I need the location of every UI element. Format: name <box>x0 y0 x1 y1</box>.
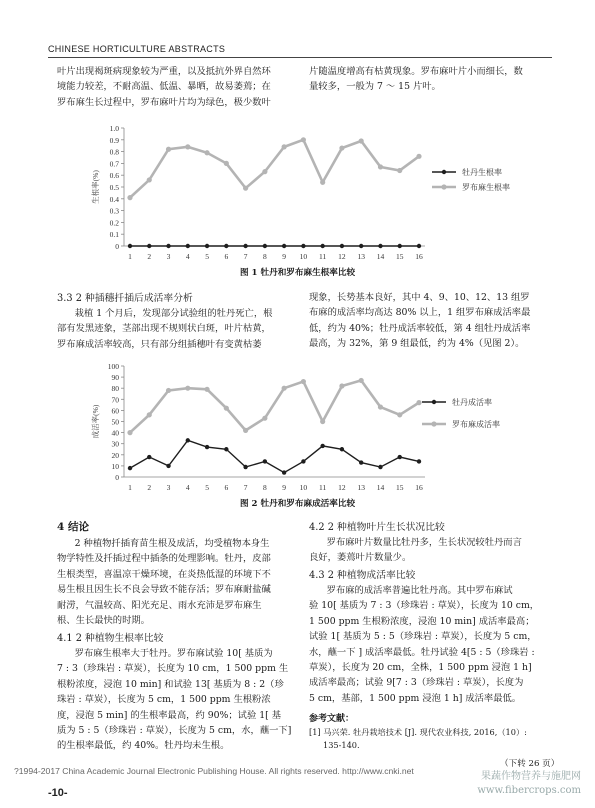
data-point <box>301 459 305 463</box>
section-4-1-text <box>57 646 295 754</box>
x-tick-label: 10 <box>299 252 308 261</box>
data-point <box>398 244 402 248</box>
y-tick-label: 20 <box>111 450 119 460</box>
text-line: 珠岩 : 草炭），长度为 5 cm，1 500 ppm 生根粉浓 <box>57 694 271 706</box>
figure-1-caption: 图 1 牡丹和罗布麻生根率比较 <box>239 268 356 278</box>
data-point <box>205 244 209 248</box>
legend-label: 牡丹成活率 <box>452 398 492 407</box>
x-tick-label: 1 <box>128 252 132 261</box>
data-point <box>224 161 229 166</box>
data-point <box>263 459 267 463</box>
watermark-line: 果蔬作物营养与施肥网 <box>481 771 581 782</box>
y-axis-label: 成活率(%) <box>91 404 100 439</box>
x-tick-label: 1 <box>128 483 132 492</box>
data-point <box>128 466 132 470</box>
data-point <box>339 383 344 388</box>
data-point <box>147 177 152 182</box>
x-tick-label: 16 <box>415 252 423 261</box>
y-axis-label: 生根率(%) <box>91 170 100 204</box>
continued-note: （下转 26 页） <box>500 759 560 769</box>
references-title: 参考文献： <box>309 714 355 724</box>
legend-marker <box>442 170 446 174</box>
text-line: 良好，萎蔫叶片数量少。 <box>309 552 412 564</box>
data-point <box>243 428 248 433</box>
data-point <box>263 244 267 248</box>
section-3-3-heading: 3.3 2 种插穗扦插后成活率分析 <box>57 293 193 304</box>
data-point <box>147 412 152 417</box>
x-tick-label: 7 <box>243 252 248 261</box>
y-tick-label: 30 <box>111 439 119 449</box>
text-line: 量较多，一般为 7 ～ 15 片叶。 <box>309 81 441 93</box>
x-tick-label: 7 <box>243 483 248 492</box>
text-line: 质为 5 : 5（珍珠岩 : 草炭），长度为 5 cm，水，蘸一下] <box>57 725 292 737</box>
x-tick-label: 11 <box>319 483 327 492</box>
x-tick-label: 8 <box>262 483 267 492</box>
section-4-text <box>57 536 295 628</box>
y-tick-label: 0.7 <box>109 159 119 169</box>
data-point <box>185 386 190 391</box>
text-line: 片随温度增高有枯黄现象。罗布麻叶片小而细长，数 <box>309 66 523 77</box>
data-point <box>398 455 402 459</box>
section-4-3-text <box>309 583 549 706</box>
y-tick-label: 40 <box>111 428 119 438</box>
data-point <box>282 470 286 474</box>
data-point <box>301 379 306 384</box>
text-line: 易生根且因生长不良会导致不能存活；罗布麻耐盐碱 <box>57 584 271 596</box>
x-tick-label: 8 <box>262 252 267 261</box>
x-tick-label: 16 <box>415 483 423 492</box>
data-point <box>186 438 190 442</box>
x-tick-label: 4 <box>185 252 190 261</box>
series-line <box>130 440 419 472</box>
data-point <box>416 400 421 405</box>
figure-2-chart <box>90 362 560 494</box>
data-point <box>282 386 287 391</box>
x-tick-label: 3 <box>166 483 171 492</box>
section-3-3-right-text <box>309 290 549 352</box>
data-point <box>262 169 267 174</box>
y-tick-label: 50 <box>111 417 119 427</box>
data-point <box>340 244 344 248</box>
references-list <box>309 726 549 752</box>
text-line: 罗布麻叶片数量比牡丹多，生长状况较牡丹而言 <box>326 537 522 548</box>
text-line: 部有发黑迹象，茎部出现不规则状白斑，叶片枯黄， <box>57 323 271 335</box>
x-tick-label: 15 <box>395 483 404 492</box>
reference-item-cont: 135-140. <box>323 740 360 750</box>
data-point <box>262 416 267 421</box>
legend-label: 罗布麻生根率 <box>462 183 510 192</box>
data-point <box>205 445 209 449</box>
x-tick-label: 12 <box>338 252 346 261</box>
text-line: 根、生长最快的时期。 <box>57 615 150 627</box>
x-tick-label: 14 <box>376 252 385 261</box>
data-point <box>224 244 228 248</box>
data-point <box>359 378 364 383</box>
text-line: 叶片出现褐斑病现象较为严重，以及抵抗外界自然环 <box>57 66 271 77</box>
y-tick-label: 0.3 <box>109 206 119 216</box>
journal-name: CHINESE HORTICULTURE ABSTRACTS <box>48 44 226 54</box>
data-point <box>359 244 363 248</box>
top-right-paragraph <box>309 64 549 95</box>
y-tick-label: 0.8 <box>109 147 119 157</box>
section-4-3-heading: 4.3 2 种植物成活率比较 <box>309 570 416 581</box>
text-line: 最高，为 32%，第 9 组最低，约为 4%（见图 2）。 <box>309 338 525 350</box>
y-tick-label: 70 <box>111 395 119 405</box>
section-3-3-left-text <box>57 306 295 352</box>
data-point <box>166 464 170 468</box>
x-tick-label: 15 <box>395 252 404 261</box>
x-tick-label: 5 <box>205 483 209 492</box>
data-point <box>378 465 382 469</box>
text-line: 试验 1[ 基质为 5 : 5（珍珠岩 : 草炭），长度为 5 cm， <box>309 631 537 643</box>
text-line: 7 : 3（珍珠岩 : 草炭），长度为 10 cm，1 500 ppm 生 <box>57 663 289 675</box>
y-tick-label: 0 <box>115 242 119 251</box>
legend-marker <box>432 400 436 404</box>
text-line: 低，约为 40%；牡丹成活率较低，第 4 组牡丹成活率 <box>309 322 531 334</box>
reference-item: [1] 马兴荣. 牡丹栽培技术 [J]. 现代农业科技, 2016,（10）: <box>309 727 527 737</box>
data-point <box>282 244 286 248</box>
text-line: 现象，长势基本良好，其中 4、9、10、12、13 组罗 <box>309 292 530 303</box>
data-point <box>359 138 364 143</box>
text-line: 度，浸泡 5 min] 的生根率最高，约 90%；试验 1[ 基 <box>57 709 282 721</box>
y-tick-label: 90 <box>111 373 119 383</box>
data-point <box>282 144 287 149</box>
data-point <box>301 244 305 248</box>
data-point <box>166 388 171 393</box>
data-point <box>301 137 306 142</box>
data-point <box>127 195 132 200</box>
data-point <box>359 460 363 464</box>
data-point <box>340 447 344 451</box>
text-line: 布麻的成活率均高达 80% 以上，1 组罗布麻成活率最 <box>309 307 531 319</box>
page-number: -10- <box>48 787 68 799</box>
data-point <box>417 244 421 248</box>
text-line: 物学特性及扦插过程中插条的处理影响。牡丹，皮部 <box>57 553 271 565</box>
text-line: 罗布麻的成活率普遍比牡丹高。其中罗布麻试 <box>326 585 513 596</box>
x-tick-label: 6 <box>224 483 229 492</box>
text-line: 栽植 1 个月后，发现部分试验组的牡丹死亡，根 <box>74 308 273 319</box>
data-point <box>417 459 421 463</box>
section-4-2-heading: 4.2 2 种植物叶片生长状况比较 <box>309 522 445 533</box>
x-tick-label: 5 <box>205 252 209 261</box>
data-point <box>204 150 209 155</box>
y-tick-label: 0 <box>115 473 119 482</box>
y-tick-label: 0.9 <box>109 135 119 145</box>
y-tick-label: 1.0 <box>109 124 119 133</box>
data-point <box>147 455 151 459</box>
data-point <box>320 180 325 185</box>
header-rule <box>48 57 552 58</box>
text-line: 草炭），长度为 20 cm，全株，1 500 ppm 浸泡 1 h] <box>309 662 532 674</box>
text-line: 耐涝，气温较高、阳光充足、雨水充沛是罗布麻生 <box>57 599 262 611</box>
watermark-line: www.fibercrops.com <box>477 785 581 796</box>
y-tick-label: 0.5 <box>109 183 119 192</box>
data-point <box>243 186 248 191</box>
section-4-heading: 4 结论 <box>57 521 89 533</box>
legend-label: 罗布麻成活率 <box>452 420 500 429</box>
legend-marker <box>431 421 436 426</box>
text-line: 罗布麻生根率大于牡丹。罗布麻试验 10[ 基质为 <box>74 648 273 659</box>
section-4-1-heading: 4.1 2 种植物生根率比较 <box>57 633 164 644</box>
text-line: 成活率最高；试验 9[7 : 3（珍珠岩 : 草炭），长度为 <box>309 677 524 689</box>
x-tick-label: 9 <box>282 252 287 261</box>
data-point <box>185 144 190 149</box>
data-point <box>320 444 324 448</box>
x-tick-label: 2 <box>147 483 152 492</box>
data-point <box>397 412 402 417</box>
y-tick-label: 0.2 <box>109 218 119 228</box>
data-point <box>204 387 209 392</box>
top-left-paragraph <box>57 64 295 110</box>
data-point <box>166 244 170 248</box>
watermark <box>477 770 581 798</box>
legend-label: 牡丹生根率 <box>462 168 502 177</box>
y-tick-label: 80 <box>111 384 119 394</box>
data-point <box>224 406 229 411</box>
y-tick-label: 0.4 <box>109 194 119 204</box>
data-point <box>397 168 402 173</box>
data-point <box>166 147 171 152</box>
x-tick-label: 9 <box>282 483 287 492</box>
data-point <box>243 244 247 248</box>
y-tick-label: 60 <box>111 406 119 416</box>
text-line: 5 cm，基部，1 500 ppm 浸泡 1 h] 成活率最低。 <box>309 692 522 704</box>
x-tick-label: 14 <box>376 483 385 492</box>
figure-1-chart <box>90 118 560 263</box>
y-tick-label: 10 <box>111 461 119 471</box>
text-line: 1 500 ppm 生根粉浓度，浸泡 10 min] 成活率最高； <box>309 615 535 627</box>
data-point <box>127 430 132 435</box>
x-tick-label: 11 <box>319 252 327 261</box>
x-tick-label: 3 <box>166 252 171 261</box>
data-point <box>339 145 344 150</box>
data-point <box>378 404 383 409</box>
y-tick-label: 100 <box>107 362 119 371</box>
text-line: 2 种植物扦插育苗生根及成活，均受植物本身生 <box>74 538 270 549</box>
data-point <box>186 244 190 248</box>
data-point <box>416 154 421 159</box>
data-point <box>128 244 132 248</box>
series-line <box>130 140 419 198</box>
data-point <box>320 419 325 424</box>
figure-2-caption: 图 2 牡丹和罗布麻成活率比较 <box>239 499 356 509</box>
data-point <box>147 244 151 248</box>
x-tick-label: 10 <box>299 483 308 492</box>
text-line: 根粉浓度，浸泡 10 min] 和试验 13[ 基质为 8 : 2（珍 <box>57 678 284 690</box>
section-4-2-text <box>309 535 549 566</box>
text-line: 罗布麻生长过程中，罗布麻叶片均为绿色，极少数叶 <box>57 96 271 108</box>
legend-marker <box>441 184 446 189</box>
text-line: 的生根率最低，约 40%。牡丹均未生根。 <box>57 740 230 752</box>
text-line: 生根类型，喜温凉干燥环境，在炎热低湿的环境下不 <box>57 568 271 580</box>
data-point <box>378 244 382 248</box>
y-tick-label: 0.1 <box>109 230 119 240</box>
series-line <box>130 380 419 432</box>
x-tick-label: 2 <box>147 252 152 261</box>
text-line: 境能力较差，不耐高温、低温、暴晒，故易萎蔫；在 <box>57 81 271 93</box>
data-point <box>378 164 383 169</box>
x-tick-label: 4 <box>185 483 190 492</box>
text-line: 验 10[ 基质为 7 : 3（珍珠岩 : 草炭），长度为 10 cm， <box>309 600 540 612</box>
y-tick-label: 0.6 <box>109 171 119 181</box>
text-line: 罗布麻成活率较高，只有部分组插穗叶有变黄枯萎 <box>57 338 262 350</box>
x-tick-label: 12 <box>338 483 346 492</box>
text-line: 水，蘸一下 ] 成活率最低。牡丹试验 4[5 : 5（珍珠岩 : <box>309 646 535 658</box>
copyright-footer: ?1994-2017 China Academic Journal Electronic Publishing House. All rights reserved. http://www.cnki.net <box>14 766 414 776</box>
data-point <box>224 447 228 451</box>
x-tick-label: 13 <box>357 252 365 261</box>
data-point <box>320 244 324 248</box>
x-tick-label: 13 <box>357 483 365 492</box>
data-point <box>243 465 247 469</box>
x-tick-label: 6 <box>224 252 229 261</box>
